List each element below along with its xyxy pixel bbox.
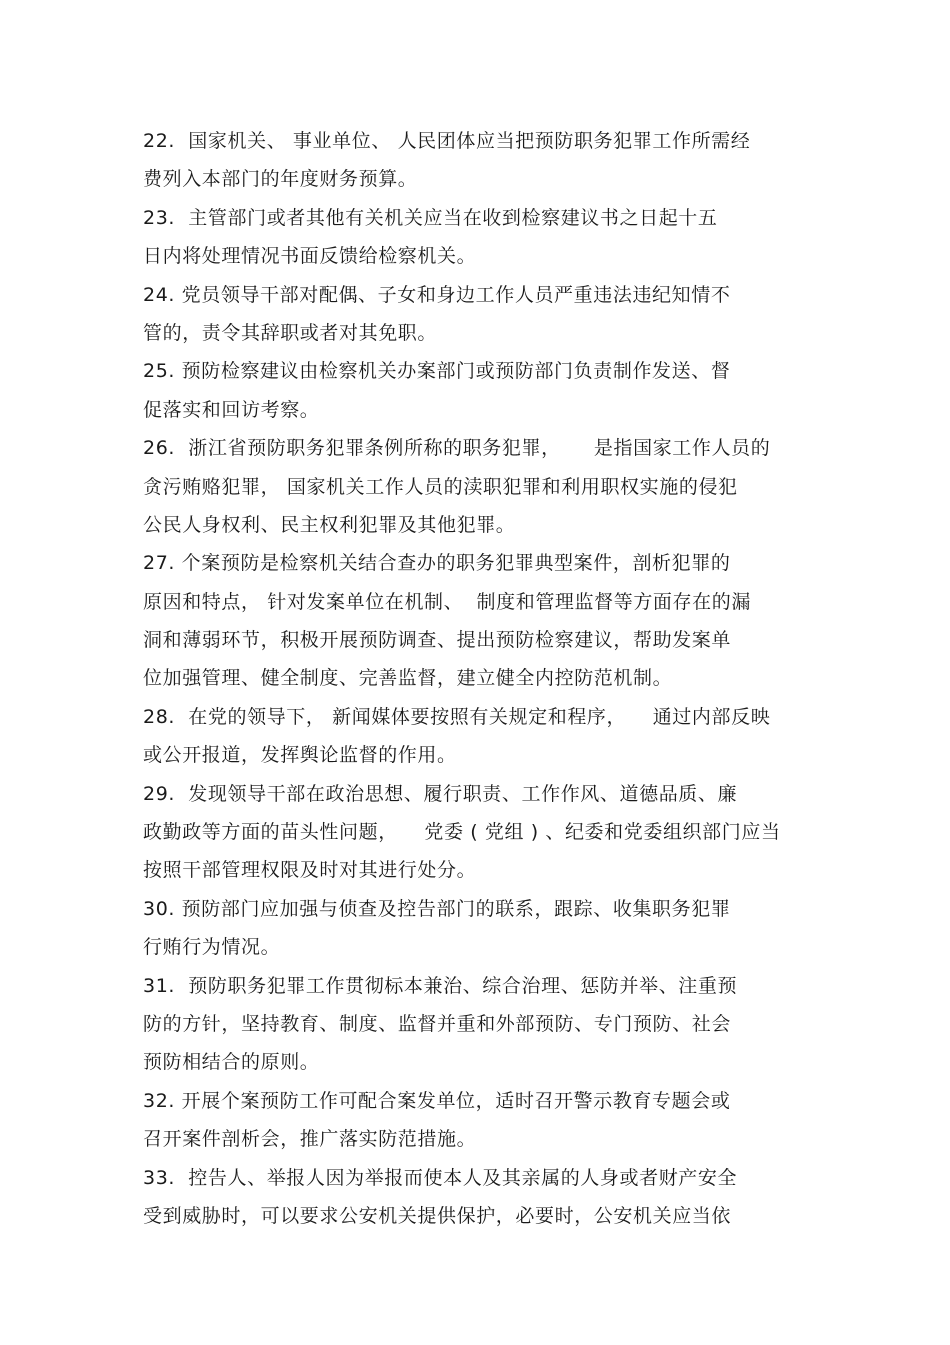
text-line: 22. 国家机关、 事业单位、 人民团体应当把预防职务犯罪工作所需经 xyxy=(143,130,751,152)
text-line: 32. 开展个案预防工作可配合案发单位，适时召开警示教育专题会或 xyxy=(143,1089,731,1112)
text-line: 公民人身权利、民主权利犯罪及其他犯罪。 xyxy=(143,513,516,536)
text-line: 促落实和回访考察。 xyxy=(143,398,320,421)
text-line: 原因和特点， 针对发案单位在机制、 制度和管理监督等方面存在的漏 xyxy=(143,590,751,613)
text-line: 召开案件剖析会，推广落实防范措施。 xyxy=(143,1128,477,1151)
text-line: 29. 发现领导干部在政治思想、履行职责、工作作风、道德品质、廉 xyxy=(143,782,738,805)
text-line: 23. 主管部门或者其他有关机关应当在收到检察建议书之日起十五 xyxy=(143,206,718,229)
text-line: 管的，责令其辞职或者对其免职。 xyxy=(143,321,438,344)
text-line: 防的方针，坚持教育、制度、监督并重和外部预防、专门预防、社会 xyxy=(143,1012,732,1035)
text-line: 28. 在党的领导下， 新闻媒体要按照有关规定和程序， 通过内部反映 xyxy=(143,705,771,728)
document-body xyxy=(143,122,813,1235)
text-line: 洞和薄弱环节，积极开展预防调查、提出预防检察建议，帮助发案单 xyxy=(143,629,732,652)
text-line: 33. 控告人、举报人因为举报而使本人及其亲属的人身或者财产安全 xyxy=(143,1166,738,1189)
text-line: 位加强管理、健全制度、完善监督，建立健全内控防范机制。 xyxy=(143,667,673,690)
text-line: 或公开报道，发挥舆论监督的作用。 xyxy=(143,744,457,767)
text-line: 受到威胁时，可以要求公安机关提供保护，必要时，公安机关应当依 xyxy=(143,1204,732,1227)
text-line: 27. 个案预防是检察机关结合查办的职务犯罪典型案件，剖析犯罪的 xyxy=(143,552,731,575)
text-line: 26. 浙江省预防职务犯罪条例所称的职务犯罪， 是指国家工作人员的 xyxy=(143,437,771,460)
text-line: 按照干部管理权限及时对其进行处分。 xyxy=(143,859,477,882)
text-line: 30. 预防部门应加强与侦查及控告部门的联系，跟踪、收集职务犯罪 xyxy=(143,897,731,920)
text-line: 行贿行为情况。 xyxy=(143,936,281,959)
text-line: 贪污贿赂犯罪， 国家机关工作人员的渎职犯罪和利用职权实施的侵犯 xyxy=(143,475,738,498)
text-line: 预防相结合的原则。 xyxy=(143,1051,320,1074)
text-line: 31. 预防职务犯罪工作贯彻标本兼治、综合治理、惩防并举、注重预 xyxy=(143,974,738,997)
text-line: 政勤政等方面的苗头性问题， 党委 ( 党组 ) 、纪委和党委组织部门应当 xyxy=(143,821,781,844)
text-line: 24. 党员领导干部对配偶、子女和身边工作人员严重违法违纪知情不 xyxy=(143,283,731,306)
text-line: 25. 预防检察建议由检察机关办案部门或预防部门负责制作发送、督 xyxy=(143,360,731,383)
text-line: 日内将处理情况书面反馈给检察机关。 xyxy=(143,245,477,268)
text-line: 费列入本部门的年度财务预算。 xyxy=(143,168,418,191)
